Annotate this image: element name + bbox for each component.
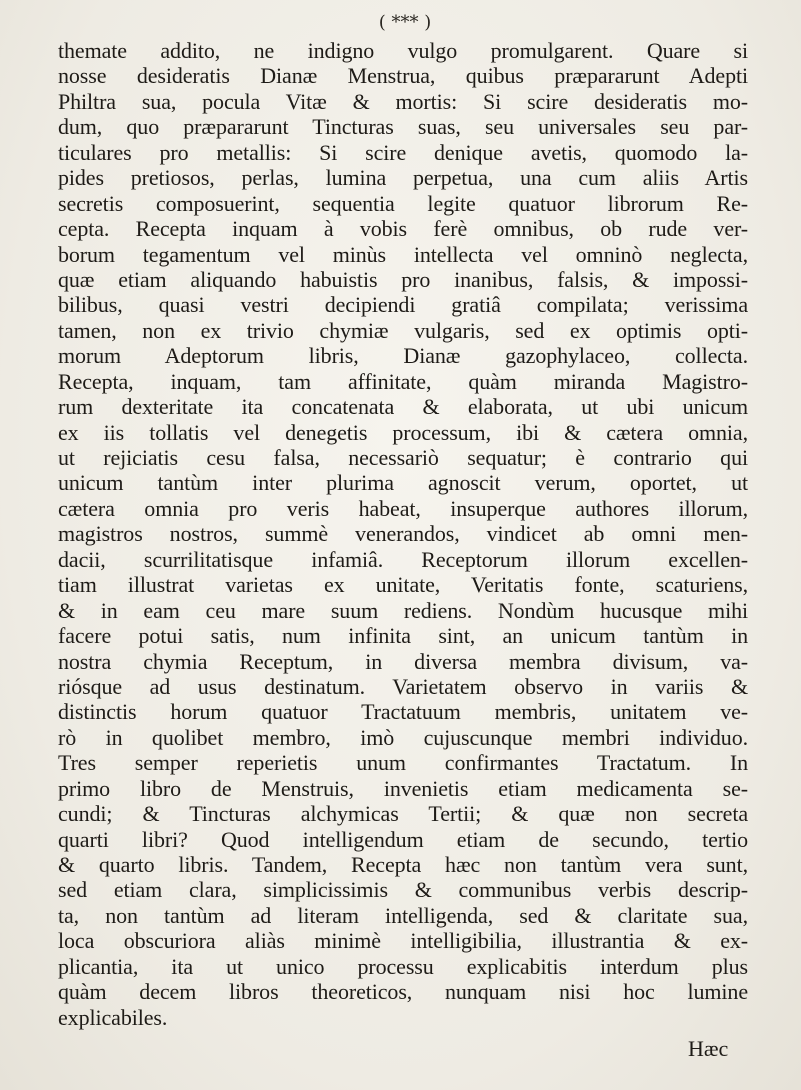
text-line: morum Adeptorum libris, Dianæ gazophylaceo, collecta. [58, 343, 748, 369]
text-line: rò in quolibet membro, imò cujuscunque membri individuo. [58, 724, 748, 750]
text-line: pides pretiosos, perlas, lumina perpetua, una cum aliis Artis [58, 165, 748, 191]
text-line: secretis composuerint, sequentia legite quatuor librorum Re- [58, 190, 748, 216]
text-line: dum, quo præpararunt Tincturas suas, seu universales seu par- [58, 114, 748, 140]
text-line: ta, non tantùm ad literam intelligenda, sed & claritate sua, [58, 902, 748, 928]
text-line: ticulares pro metallis: Si scire denique avetis, quomodo la- [58, 139, 748, 165]
text-line: quarti libri? Quod intelligendum etiam de secundo, tertio [58, 826, 748, 852]
catchword: Hæc [688, 1036, 729, 1061]
text-line: dacii, scurrilitatisque infamiâ. Receptorum illorum excellen- [58, 546, 748, 572]
text-line: ex iis tollatis vel denegetis processum, ibi & cætera omnia, [58, 419, 748, 445]
text-line: bilibus, quasi vestri decipiendi gratiâ compilata; verissima [58, 292, 748, 318]
signature-mark: ( *** ) [378, 12, 432, 33]
text-line: unicum tantùm inter plurima agnoscit verum, oportet, ut [58, 470, 748, 496]
text-line: cundi; & Tincturas alchymicas Tertii; & quæ non secreta [58, 801, 748, 827]
text-line: magistros nostros, summè venerandos, vindicet ab omni men- [58, 521, 748, 547]
text-line: quàm decem libros theoreticos, nunquam nisi hoc lumine [58, 979, 748, 1005]
text-line: facere potui satis, num infinita sint, an unicum tantùm in [58, 623, 748, 649]
text-line: Recepta, inquam, tam affinitate, quàm miranda Magistro- [58, 368, 748, 394]
text-line: loca obscuriora aliàs minimè intelligibilia, illustrantia & ex- [58, 928, 748, 954]
text-line: & quarto libris. Tandem, Recepta hæc non tantùm vera sunt, [58, 852, 748, 877]
body-text [58, 38, 748, 1030]
text-line: rum dexteritate ita concatenata & elaborata, ut ubi unicum [58, 394, 748, 420]
text-line: borum tegamentum vel minùs intellecta vel omninò neglecta, [58, 241, 748, 267]
text-line: cætera omnia pro veris habeat, insuperque authores illorum, [58, 495, 748, 521]
text-line: tamen, non ex trivio chymiæ vulgaris, sed ex optimis opti- [58, 317, 748, 343]
text-line: sed etiam clara, simplicissimis & communibus verbis descrip- [58, 877, 748, 903]
text-line: quæ etiam aliquando habuistis pro inanibus, falsis, & impossi- [58, 266, 748, 292]
text-line: tiam illustrat varietas ex unitate, Veritatis fonte, scaturiens, [58, 572, 748, 598]
text-line: Tres semper reperietis unum confirmantes Tractatum. In [58, 750, 748, 776]
text-line: primo libro de Menstruis, invenietis etiam medicamenta se- [58, 775, 748, 801]
text-line: riósque ad usus destinatum. Varietatem observo in variis & [58, 673, 748, 699]
text-line: nosse desideratis Dianæ Menstrua, quibus præpararunt Adepti [58, 63, 748, 89]
text-line: explicabiles. [58, 1004, 168, 1030]
text-line: themate addito, ne indigno vulgo promulgarent. Quare si [58, 38, 748, 63]
text-line: Philtra sua, pocula Vitæ & mortis: Si scire desideratis mo- [58, 88, 748, 114]
text-line: plicantia, ita ut unico processu explicabitis interdum plus [58, 953, 748, 979]
text-line: cepta. Recepta inquam à vobis ferè omnibus, ob rude ver- [58, 216, 748, 242]
text-line: & in eam ceu mare suum rediens. Nondùm hucusque mihi [58, 597, 748, 623]
text-line: ut rejiciatis cesu falsa, necessariò sequatur; è contrario qui [58, 445, 748, 470]
text-line: nostra chymia Receptum, in diversa membra divisum, va- [58, 648, 748, 674]
text-line: distinctis horum quatuor Tractatuum membris, unitatem ve- [58, 699, 748, 725]
